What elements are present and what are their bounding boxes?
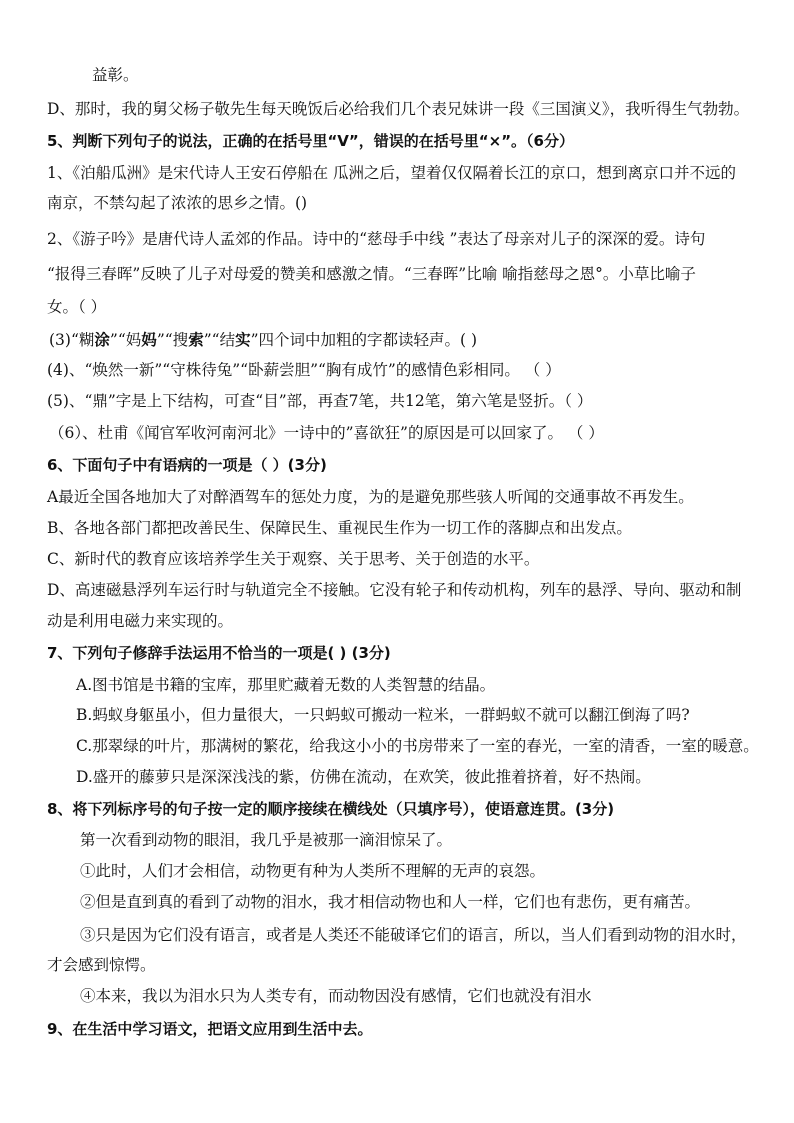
question-6-heading: 6、下面句子中有语病的一项是（ ）(3分)	[47, 456, 327, 474]
text-line: 益彰。	[92, 66, 139, 84]
item3-word2-bold-char: 妈	[141, 331, 157, 349]
text-line: 才会感到惊愕。	[47, 956, 156, 974]
option-d: D.盛开的藤萝只是深深浅浅的紫，仿佛在流动，在欢笑，彼此推着挤着，好不热闹。	[76, 768, 651, 786]
text-line: D、那时，我的舅父杨子敬先生每天晚饭后必给我们几个表兄妹讲一段《三国演义》，我听得生气勃勃。	[47, 100, 750, 118]
option-d: D、高速磁悬浮列车运行时与轨道完全不接触。它没有轮子和传动机构，列车的悬浮、导向、驱动和制	[47, 581, 742, 599]
sentence-2: ②但是直到真的看到了动物的泪水，我才相信动物也和人一样，它们也有悲伤，更有痛苦。	[80, 893, 701, 911]
text-line: 第一次看到动物的眼泪，我几乎是被那一滴泪惊呆了。	[80, 831, 453, 849]
option-b: B、各地各部门都把改善民生、保障民生、重视民生作为一切工作的落脚点和出发点。	[47, 519, 632, 537]
text-line: “报得三春晖”反映了儿子对母爱的赞美和感激之情。“三春晖”比喻 喻指慈母之恩°。小草比喻子	[47, 265, 696, 283]
question-7-heading: 7、下列句子修辞手法运用不恰当的一项是( ) (3分)	[47, 644, 391, 662]
item3-sep1: ”“	[109, 331, 126, 349]
text-line: 动是利用电磁力来实现的。	[47, 612, 234, 630]
item3-sep3: ”“	[203, 331, 220, 349]
sentence-1: ①此时，人们才会相信，动物更有种为人类所不理解的无声的哀怨。	[80, 862, 546, 880]
question-5-heading: 5、判断下列句子的说法，正确的在括号里“V”，错误的在括号里“×”。（6分）	[47, 132, 574, 150]
item3-word2-char1: 妈	[125, 331, 142, 349]
option-c: C.那翠绿的叶片，那满树的繁花，给我这小小的书房带来了一室的春光，一室的清香，一室的暖意。	[76, 737, 759, 755]
text-line: （6）、杜甫《闻官军收河南河北》一诗中的”喜欲狂”的原因是可以回家了。 （ ）	[49, 424, 604, 442]
item3-word4-bold-char: 实	[235, 331, 251, 349]
option-b: B.蚂蚁身躯虽小，但力量很大，一只蚂蚁可搬动一粒米，一群蚂蚁不就可以翻江倒海了吗?	[76, 706, 690, 724]
item3-word1-bold-char: 涂	[94, 331, 110, 349]
item3-word3-char1: 搜	[172, 331, 189, 349]
text-line: 2、《游子吟》是唐代诗人孟郊的作品。诗中的“慈母手中线 ”表达了母亲对儿子的深深的爱。诗句	[47, 230, 706, 248]
question-5-item-3	[49, 330, 794, 350]
question-9-heading: 9、在生活中学习语文，把语文应用到生活中去。	[47, 1020, 373, 1038]
question-8-heading: 8、将下列标序号的句子按一定的顺序接续在横线处（只填序号），使语意连贯。(3分)	[47, 800, 615, 818]
item3-prefix: (3)“	[49, 331, 79, 349]
text-line: 女。（ ）	[47, 298, 107, 316]
option-a: A最近全国各地加大了对醉酒驾车的惩处力度，为的是避免那些骇人听闻的交通事故不再发生。	[47, 488, 694, 506]
text-line: (5)、“鼎”字是上下结构，可查“目”部，再查7笔，共12笔，第六笔是竖折。（ ）	[47, 392, 593, 410]
text-line: 1、《泊船瓜洲》是宋代诗人王安石停船在 瓜洲之后，望着仅仅隔着长江的京口，想到离京口并不远的	[47, 164, 737, 182]
item3-word1-char1: 糊	[78, 331, 95, 349]
item3-word4-char1: 结	[219, 331, 236, 349]
option-c: C、新时代的教育应该培养学生关于观察、关于思考、关于创造的水平。	[47, 550, 540, 568]
sentence-4: ④本来，我以为泪水只为人类专有，而动物因没有感情，它们也就没有泪水	[80, 987, 592, 1005]
item3-sep2: ”“	[156, 331, 173, 349]
text-line: 南京，不禁勾起了浓浓的思乡之情。()	[47, 194, 308, 212]
item3-suffix: ”四个词中加粗的字都读轻声。( )	[250, 331, 478, 349]
item3-word3-bold-char: 索	[188, 331, 204, 349]
text-line: (4)、“焕然一新”“守株待兔”“卧薪尝胆”“胸有成竹”的感情色彩相同。 （ ）	[47, 361, 561, 379]
option-a: A.图书馆是书籍的宝库，那里贮藏着无数的人类智慧的结晶。	[76, 676, 496, 694]
sentence-3: ③只是因为它们没有语言，或者是人类还不能破译它们的语言，所以，当人们看到动物的泪水时，	[80, 926, 747, 944]
